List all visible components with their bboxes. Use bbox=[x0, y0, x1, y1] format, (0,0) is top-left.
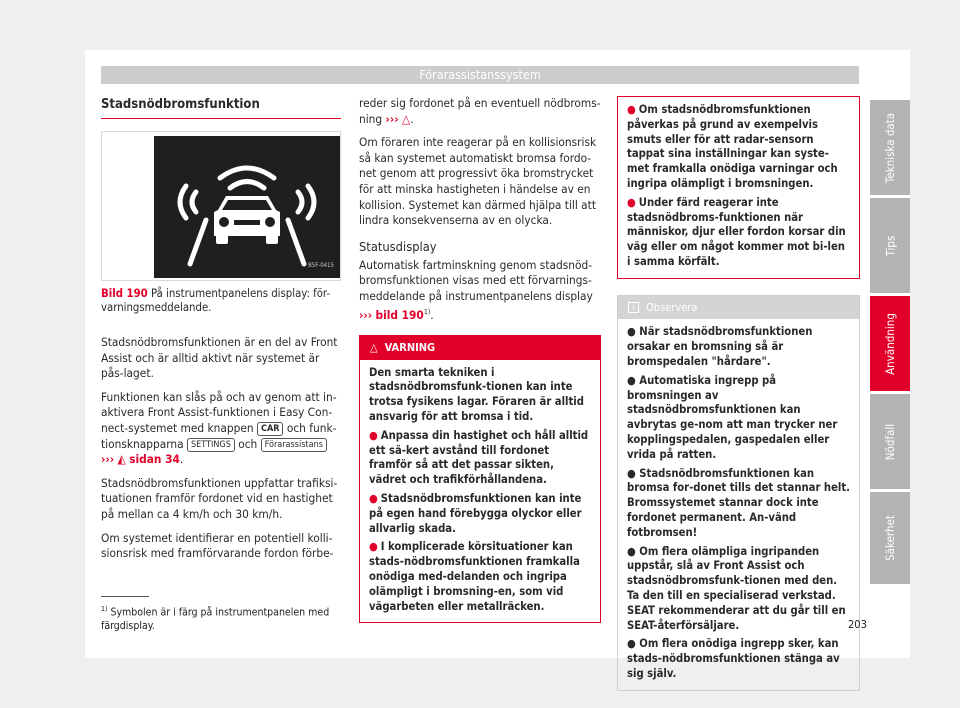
note-point: ● Automatiska ingrepp på bromsningen av stadsnödbromsfunktionen kan avbrytas ge-nom att man trycker ner kopplingspedalen, gaspedalen eller vrida på ratten. bbox=[627, 373, 838, 461]
figure-link[interactable]: bild 190 bbox=[375, 307, 424, 322]
cross-ref-arrow: ››› bbox=[385, 111, 399, 126]
footnote-rule bbox=[101, 596, 149, 597]
side-tab-sakerhet[interactable]: Säkerhet bbox=[870, 492, 910, 584]
page-header: Förarassistanssystem bbox=[101, 66, 859, 84]
instrument-display bbox=[154, 136, 340, 278]
info-icon: i bbox=[628, 302, 639, 313]
paragraph: Automatisk fartminskning genom stadsnöd-bromsfunktionen visas med ett förvarnings-meddelande på instrumentpanelens display ››› bild 190$^{1)}$. bbox=[359, 257, 593, 322]
cross-ref-arrow: ››› bbox=[359, 307, 373, 322]
warning-header bbox=[360, 336, 600, 360]
note-point: ● Stadsnödbromsfunktionen kan bromsa for-donet tills det stannar helt. Bromssystemet stannar dock inte fordonet permanent. An-vänd fotbromsen! bbox=[627, 466, 850, 539]
footnote-mark: 1) bbox=[101, 605, 108, 613]
page-number: 203 bbox=[848, 618, 867, 631]
side-tab-nodfall[interactable]: Nödfall bbox=[870, 394, 910, 489]
figure-code: B5F-0415 bbox=[308, 262, 334, 270]
figure-190 bbox=[101, 131, 341, 281]
warning-point: ● Under färd reagerar inte stadsnödbroms-funktionen när människor, djur eller fordon korsar din väg eller om något kommer mot bi-len i samma körfält. bbox=[627, 195, 846, 268]
driver-assist-key: Förarassistans bbox=[261, 438, 327, 452]
figure-label: Bild 190 bbox=[101, 287, 148, 300]
column-middle bbox=[359, 96, 601, 623]
paragraph: Om föraren inte reagerar på en kollisionsrisk så kan systemet automatiskt bromsa fordo-net genom att progressivt öka bromstrycket för att minska hastigheten i händelse av en kollision. Systemet kan därmed hjälpa till att lindra konsekvenserna av en olycka. bbox=[359, 135, 597, 228]
book-icon: ◭ bbox=[117, 452, 126, 467]
note-header bbox=[618, 296, 859, 320]
side-tab-anvandning[interactable]: Användning bbox=[870, 296, 910, 391]
side-tab-tips[interactable]: Tips bbox=[870, 198, 910, 293]
paragraph: Om systemet identifierar en potentiell kolli-sionsrisk med framförvarande fordon förbe- bbox=[101, 530, 334, 561]
cross-ref-arrow: ››› bbox=[101, 452, 115, 467]
note-body bbox=[618, 319, 859, 689]
warning-body bbox=[360, 360, 600, 623]
footnote-text: Symbolen är i färg på instrumentpanelen med färgdisplay. bbox=[101, 606, 330, 632]
column-left bbox=[101, 96, 341, 562]
warning-box bbox=[359, 335, 601, 623]
warning-point: ● Stadsnödbromsfunktionen kan inte på egen hand förebygga olyckor eller allvarlig skada. bbox=[369, 492, 582, 535]
footnote-ref: 1) bbox=[423, 307, 431, 316]
note-point: ● När stadsnödbromsfunktionen orsakar en bromsning så är bromspedalen "hårdare". bbox=[627, 325, 813, 368]
figure-caption bbox=[101, 287, 341, 315]
settings-key: SETTINGS bbox=[187, 438, 235, 452]
warning-point: ● Om stadsnödbromsfunktionen påverkas på grund av exempelvis smuts eller för att radar-sensorn tappat sina inställningar kan syste-met framkalla onödiga varningar och ingripa olämpligt i bromsningen. bbox=[627, 103, 838, 190]
note-box bbox=[617, 295, 860, 691]
column-right bbox=[617, 96, 860, 691]
paragraph: Stadsnödbromsfunktionen är en del av Front Assist och är alltid aktivt när systemet är pås-laget. bbox=[101, 335, 338, 381]
section-title: Stadsnödbromsfunktion bbox=[101, 96, 341, 119]
footnote bbox=[101, 596, 341, 633]
note-point: ● Om flera onödiga ingrepp sker, kan stads-nödbromsfunktionen stänga av sig själv. bbox=[627, 637, 840, 680]
warning-point: ● I komplicerade körsituationer kan stads-nödbromsfunktionen framkalla onödiga med-delanden och ingripa olämpligt i bromsning-en, som vid vägarbeten eller metallräcken. bbox=[369, 540, 580, 613]
paragraph: reder sig fordonet på en eventuell nödbroms-ning ››› △. bbox=[359, 96, 601, 126]
warning-box-continued bbox=[617, 96, 860, 279]
warning-triangle-icon: △ bbox=[370, 341, 378, 355]
figure-caption-text: På instrumentpanelens display: för-varningsmeddelande. bbox=[101, 287, 331, 314]
note-point: ● Om flera olämpliga ingripanden uppstår, slå av Front Assist och stadsnödbromsfunk-tionen med den. Ta den till en specialiserad verkstad. SEAT rekommenderar att du går till en SEAT-återförsäljare. bbox=[627, 544, 846, 632]
warning-point: ● Anpassa din hastighet och håll alltid ett sä-kert avstånd till fordonet framför så att det passar sikten, vädret och trafikförhållandena. bbox=[369, 428, 589, 487]
warning-triangle-icon: △ bbox=[402, 111, 411, 126]
note-title: Observera bbox=[646, 300, 698, 314]
warning-intro: Den smarta tekniken i stadsnödbromsfunk-tionen kan inte trotsa fysikens lagar. Föraren är alltid ansvarig för att bromsa i tid. bbox=[369, 365, 584, 424]
paragraph: Stadsnödbromsfunktionen uppfattar trafiksi-tuationen framför fordonet vid en hastighet på mellan ca 4 km/h och 30 km/h. bbox=[101, 475, 338, 521]
side-tab-tekniska-data[interactable]: Tekniska data bbox=[870, 100, 910, 195]
subheading: Statusdisplay bbox=[359, 239, 437, 255]
city-emergency-brake-icon bbox=[154, 136, 340, 278]
page-link[interactable]: sidan 34 bbox=[129, 452, 180, 467]
car-key: CAR bbox=[257, 422, 283, 436]
paragraph: Funktionen kan slås på och av genom att in-aktivera Front Assist-funktionen i Easy Con-nect-systemet med knappen CAR och funk-tionsknapparna SETTINGS och Förarassistans ››› ◭ sidan 34. bbox=[101, 389, 337, 467]
warning-title: VARNING bbox=[384, 341, 436, 355]
